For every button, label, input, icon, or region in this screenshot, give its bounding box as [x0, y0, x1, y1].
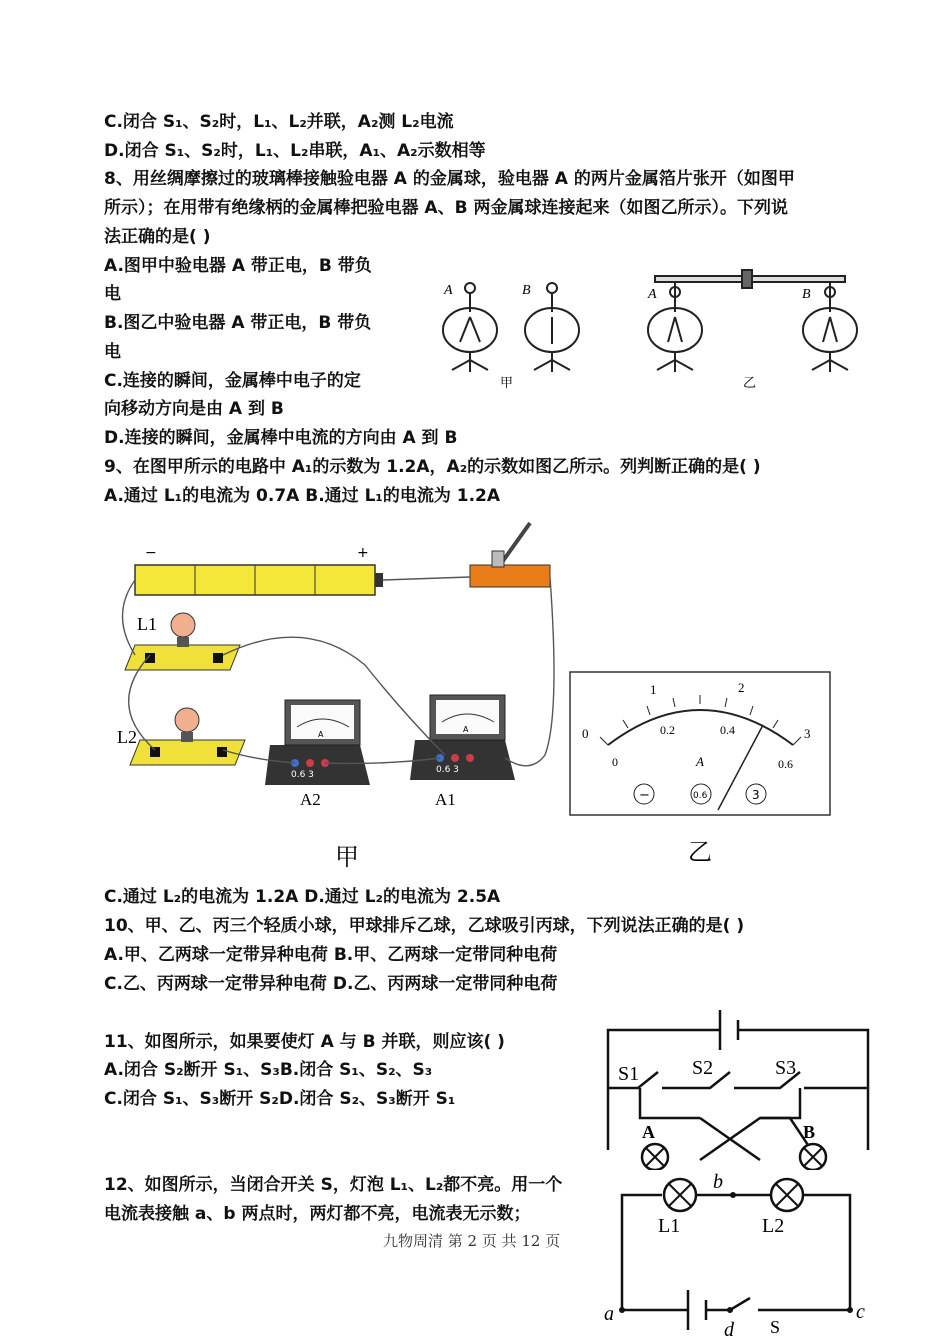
- q11-options-ab: A.闭合 S₂断开 S₁、S₃B.闭合 S₁、S₂、S₃: [104, 1060, 433, 1080]
- q10-options-ab: A.甲、乙两球一定带异种电荷 B.甲、乙两球一定带同种电荷: [104, 945, 558, 965]
- q11-label-b: B: [803, 1122, 816, 1142]
- q12-label-l1: L1: [658, 1215, 681, 1237]
- knife-switch: [470, 523, 550, 587]
- q11-stem: 11、如图所示，如果要使灯 A 与 B 并联，则应该( ): [104, 1032, 505, 1052]
- q12-label-d: d: [724, 1319, 734, 1340]
- terminal-minus: −: [639, 788, 650, 803]
- caption-jia-9: 甲: [335, 843, 359, 871]
- q7-option-c: C.闭合 S₁、S₂时，L₁、L₂并联，A₂测 L₂电流: [104, 112, 454, 132]
- battery-minus: −: [145, 545, 157, 561]
- q9-ammeter-dial: [568, 670, 833, 870]
- q11-label-a: A: [642, 1122, 655, 1142]
- q12-stem-line1: 12、如图所示，当闭合开关 S，灯泡 L₁、L₂都不亮。用一个: [104, 1175, 563, 1195]
- ammeter-a1: [410, 695, 515, 780]
- q12-circuit: [600, 1170, 880, 1340]
- q9-circuit-figure: [105, 515, 565, 875]
- q12-label-a: a: [604, 1303, 614, 1325]
- meter-face-a2: A: [318, 730, 324, 739]
- q9-stem: 9、在图甲所示的电路中 A₁的示数为 1.2A，A₂的示数如图乙所示。列判断正确的是( ): [104, 457, 761, 477]
- terminal-06: 0.6: [693, 791, 708, 801]
- q8-stem-line1: 8、用丝绸摩擦过的玻璃棒接触验电器 A 的金属球，验电器 A 的两片金属箔片张开（如图甲: [104, 169, 795, 189]
- scale-bottom-02: 0.2: [660, 723, 675, 737]
- label-b-yi: B: [802, 287, 811, 302]
- label-a1: A1: [435, 790, 456, 809]
- q10-stem: 10、甲、乙、丙三个轻质小球，甲球排斥乙球，乙球吸引丙球，下列说法正确的是( ): [104, 916, 745, 936]
- terminals-a2: 0.6 3: [291, 770, 314, 780]
- label-a-yi: A: [648, 287, 657, 302]
- q7-option-d: D.闭合 S₁、S₂时，L₁、L₂串联，A₁、A₂示数相等: [104, 141, 486, 161]
- page-footer: 九物周清 第 2 页 共 12 页: [383, 1232, 561, 1250]
- electroscopes-connected-yi: [648, 270, 857, 372]
- q8-option-b: B.图乙中验电器 A 带正电，B 带负: [104, 313, 372, 333]
- scale-bottom-06: 0.6: [778, 757, 793, 771]
- q11-circuit: [600, 1000, 880, 1170]
- q8-option-b-cont: 电: [104, 342, 121, 362]
- q12-label-b: b: [713, 1171, 723, 1193]
- terminal-3: 3: [752, 788, 760, 802]
- battery-pack: [135, 565, 383, 595]
- scale-bottom-04: 0.4: [720, 723, 735, 737]
- label-l2: L2: [117, 727, 137, 747]
- label-b-jia: B: [522, 283, 531, 298]
- q8-electroscope-figure: [430, 262, 875, 397]
- scale-top-1: 1: [650, 682, 657, 697]
- q12-label-l2: L2: [762, 1215, 785, 1237]
- q11-label-s1: S1: [618, 1063, 640, 1085]
- scale-top-3: 3: [804, 726, 811, 741]
- electroscope-b-jia: [525, 283, 579, 372]
- label-l1: L1: [137, 614, 157, 634]
- dial-unit: A: [696, 754, 704, 769]
- q9-options-cd: C.通过 L₂的电流为 1.2A D.通过 L₂的电流为 2.5A: [104, 887, 501, 907]
- caption-jia: 甲: [500, 376, 514, 391]
- q8-stem-line2: 所示）；在用带有绝缘柄的金属棒把验电器 A、B 两金属球连接起来（如图乙所示）。下列说: [104, 198, 788, 218]
- q12-stem-line2: 电流表接触 a、b 两点时，两灯都不亮，电流表无示数；: [104, 1204, 531, 1224]
- q12-label-c: c: [856, 1301, 865, 1323]
- caption-yi: 乙: [743, 376, 757, 391]
- meter-face-a1: A: [463, 725, 469, 734]
- q8-option-a-cont: 电: [104, 284, 121, 304]
- q8-option-c-cont: 向移动方向是由 A 到 B: [104, 399, 284, 419]
- lamp-l2: [130, 708, 245, 765]
- caption-yi-9: 乙: [688, 838, 712, 866]
- q8-option-a: A.图甲中验电器 A 带正电，B 带负: [104, 256, 372, 276]
- scale-bottom-0: 0: [612, 755, 618, 769]
- terminals-a1: 0.6 3: [436, 765, 459, 775]
- label-a2: A2: [300, 790, 321, 809]
- q11-label-s3: S3: [775, 1057, 797, 1079]
- label-a-jia: A: [444, 283, 453, 298]
- scale-top-0: 0: [582, 726, 589, 741]
- q11-label-s2: S2: [692, 1057, 714, 1079]
- scale-top-2: 2: [738, 680, 745, 695]
- q11-options-cd: C.闭合 S₁、S₃断开 S₂D.闭合 S₂、S₃断开 S₁: [104, 1089, 456, 1109]
- ammeter-a2: [265, 700, 370, 785]
- q8-option-c: C.连接的瞬间，金属棒中电子的定: [104, 371, 361, 391]
- q10-options-cd: C.乙、丙两球一定带异种电荷 D.乙、丙两球一定带同种电荷: [104, 974, 558, 994]
- q9-options-ab: A.通过 L₁的电流为 0.7A B.通过 L₁的电流为 1.2A: [104, 486, 501, 506]
- q8-stem-line3: 法正确的是( ): [104, 227, 211, 247]
- q8-option-d: D.连接的瞬间，金属棒中电流的方向由 A 到 B: [104, 428, 458, 448]
- q12-label-s: S: [770, 1317, 781, 1337]
- q12-wires: [622, 1195, 850, 1330]
- battery-plus: +: [357, 545, 369, 561]
